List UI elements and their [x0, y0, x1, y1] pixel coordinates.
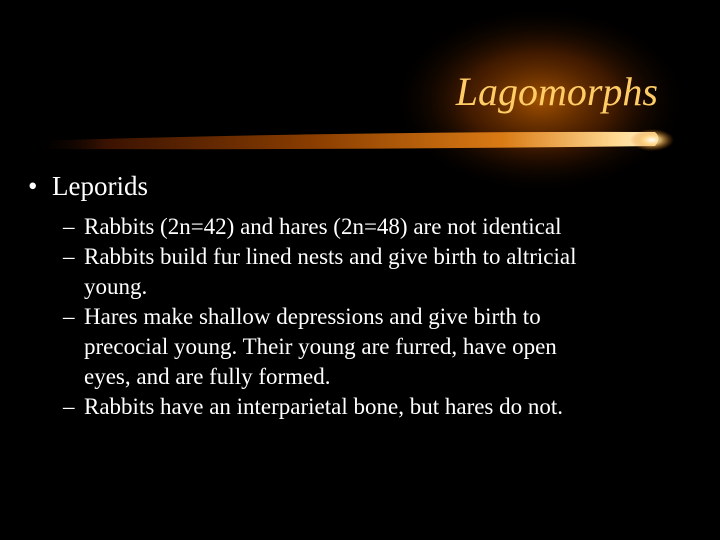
subbullet-item: [63, 242, 703, 302]
bullet-marker: •: [28, 171, 38, 201]
bullet-leporids: [28, 168, 148, 204]
subbullet-line: Hares make shallow depressions and give birth to: [84, 304, 541, 329]
subbullet-item: [63, 212, 703, 242]
subbullet-line: young.: [84, 274, 148, 299]
subbullet-line: Rabbits (2n=42) and hares (2n=48) are not identical: [84, 214, 562, 239]
dash-marker: –: [63, 304, 75, 329]
dash-marker: –: [63, 394, 75, 419]
subbullet-line: eyes, and are fully formed.: [84, 364, 331, 389]
subbullet-item: [63, 302, 703, 392]
subbullet-line: precocial young. Their young are furred, have open: [84, 334, 557, 359]
slide-title: Lagomorphs: [455, 69, 658, 114]
subbullet-list: [63, 212, 703, 422]
bullet-text: Leporids: [52, 171, 148, 201]
subbullet-line: Rabbits build fur lined nests and give birth to altricial: [84, 244, 577, 269]
subbullet-item: [63, 392, 703, 422]
dash-marker: –: [63, 214, 75, 239]
dash-marker: –: [63, 244, 75, 269]
subbullet-line: Rabbits have an interparietal bone, but hares do not.: [84, 394, 564, 419]
